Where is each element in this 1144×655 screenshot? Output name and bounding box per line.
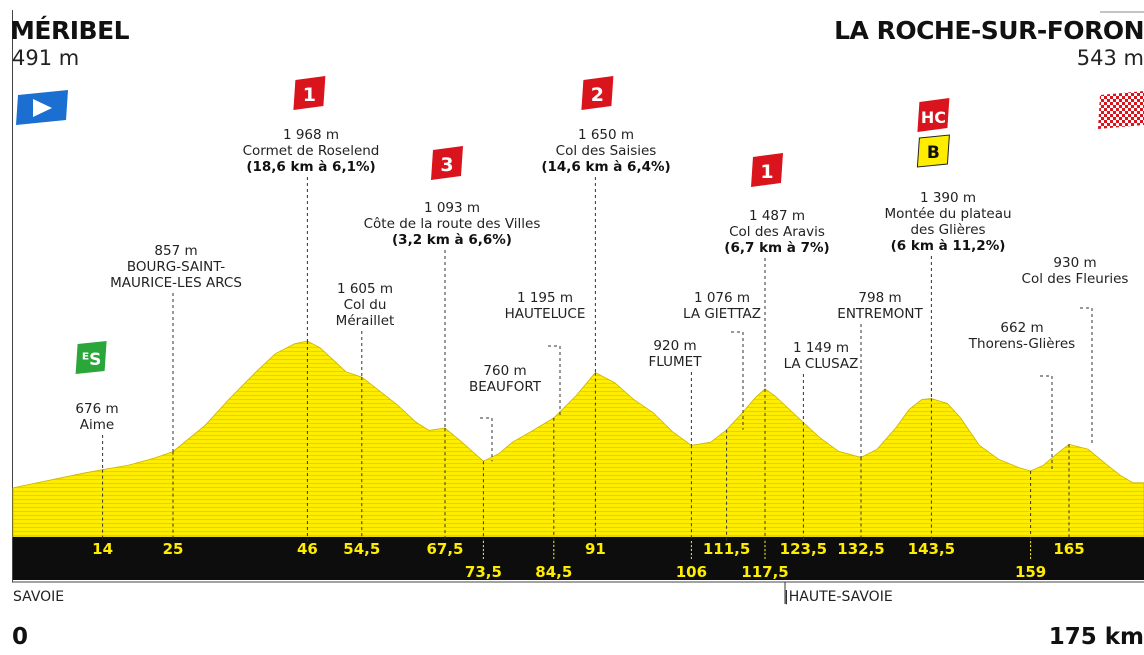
finish-flag-icon [1098,91,1144,129]
region-savoie: SAVOIE [13,589,65,605]
intermediate-sprint-label: ᴱS [81,350,102,370]
waypoint-label-line: ENTREMONT [837,306,923,322]
region-haute-savoie: |HAUTE-SAVOIE [784,589,893,605]
waypoint-label-line: Thorens-Glières [968,336,1076,352]
waypoint-label-line: MAURICE-LES ARCS [110,275,242,291]
waypoint-label-line: LA CLUSAZ [783,356,859,372]
climb-category-label: HC [920,108,946,127]
waypoint-label-line: BOURG-SAINT- [126,259,226,275]
waypoint-label-line: 857 m [154,243,198,259]
km-marker-label: 91 [584,540,606,558]
waypoint-label-line: 1 076 m [693,290,751,306]
waypoint-label-line: Montée du plateau [884,206,1012,222]
km-marker-label: 25 [162,540,184,558]
waypoint-label-line: LA GIETTAZ [682,306,762,322]
km-marker-label: 117,5 [741,563,789,581]
climb-stats-label: (14,6 km à 6,4%) [541,159,671,175]
km-marker-label: 73,5 [464,563,502,581]
start-city-name: MÉRIBEL [10,16,130,45]
climb-category-label: 1 [302,84,317,106]
distance-end-label: 175 km [1048,624,1144,650]
waypoint-label-line: BEAUFORT [469,379,541,395]
climb-category-label: 2 [590,84,605,106]
km-marker-label: 84,5 [535,563,573,581]
km-marker-label: 159 [1014,563,1047,581]
waypoint-label-line: 798 m [858,290,902,306]
waypoint-label-line: 1 195 m [516,290,574,306]
finish-altitude: 543 m [1076,46,1144,70]
elevation-profile-area [13,341,1144,537]
waypoint-label-line: 676 m [75,401,119,417]
waypoint-label-line: Col des Saisies [555,143,657,159]
waypoint-label-line: FLUMET [648,354,702,370]
climb-category-label: 3 [440,154,454,176]
start-altitude: 491 m [12,46,80,70]
waypoint-label-line: Col des Fleuries [1021,271,1129,287]
waypoint-leader-line [1040,376,1052,471]
waypoint-leader-line [1080,308,1092,444]
waypoint-label-line: Col des Aravis [729,224,825,240]
waypoint-label-line: 930 m [1053,255,1097,271]
waypoint-label-line: Côte de la route des Villes [363,216,541,232]
distance-start-label: 0 [12,624,29,650]
waypoint-label-line: Méraillet [335,313,395,329]
climb-stats-label: (6 km à 11,2%) [890,238,1006,254]
waypoint-label-line: 1 650 m [577,127,635,143]
waypoint-label-line: 1 093 m [423,200,481,216]
climb-stats-label: (6,7 km à 7%) [724,240,830,256]
waypoint-label-line: HAUTELUCE [504,306,586,322]
km-marker-label: 14 [92,540,114,558]
km-marker-label: 111,5 [702,540,751,558]
waypoint-label-line: 760 m [483,363,527,379]
climb-category-label: 1 [760,161,774,183]
km-marker-label: 46 [296,540,318,558]
waypoint-label-line: 1 149 m [792,340,850,356]
waypoint-label-line: 1 487 m [748,208,806,224]
km-marker-label: 123,5 [779,540,828,558]
km-marker-label: 54,5 [343,540,381,558]
waypoint-label-line: 1 390 m [919,190,977,206]
finish-city-name: LA ROCHE-SUR-FORON [834,16,1144,45]
waypoint-label-line: Aime [79,417,115,433]
waypoint-label-line: Col du [343,297,387,313]
waypoint-label-line: 1 605 m [336,281,394,297]
waypoint-leader-line [480,418,492,461]
km-marker-label: 106 [675,563,708,581]
km-marker-label: 67,5 [426,540,464,558]
waypoint-leader-line [548,346,560,418]
climb-stats-label: (3,2 km à 6,6%) [392,232,512,248]
waypoint-label-line: 1 968 m [282,127,340,143]
km-marker-label: 143,5 [907,540,956,558]
waypoint-label-line: Cormet de Roselend [242,143,380,159]
waypoint-label-line: 920 m [653,338,697,354]
waypoint-label-line: 662 m [1000,320,1044,336]
km-marker-label: 132,5 [837,540,885,558]
waypoint-label-line: des Glières [910,222,986,238]
climb-stats-label: (18,6 km à 6,1%) [246,159,376,175]
km-marker-label: 165 [1053,540,1085,558]
bonus-sprint-label: B [926,143,940,163]
